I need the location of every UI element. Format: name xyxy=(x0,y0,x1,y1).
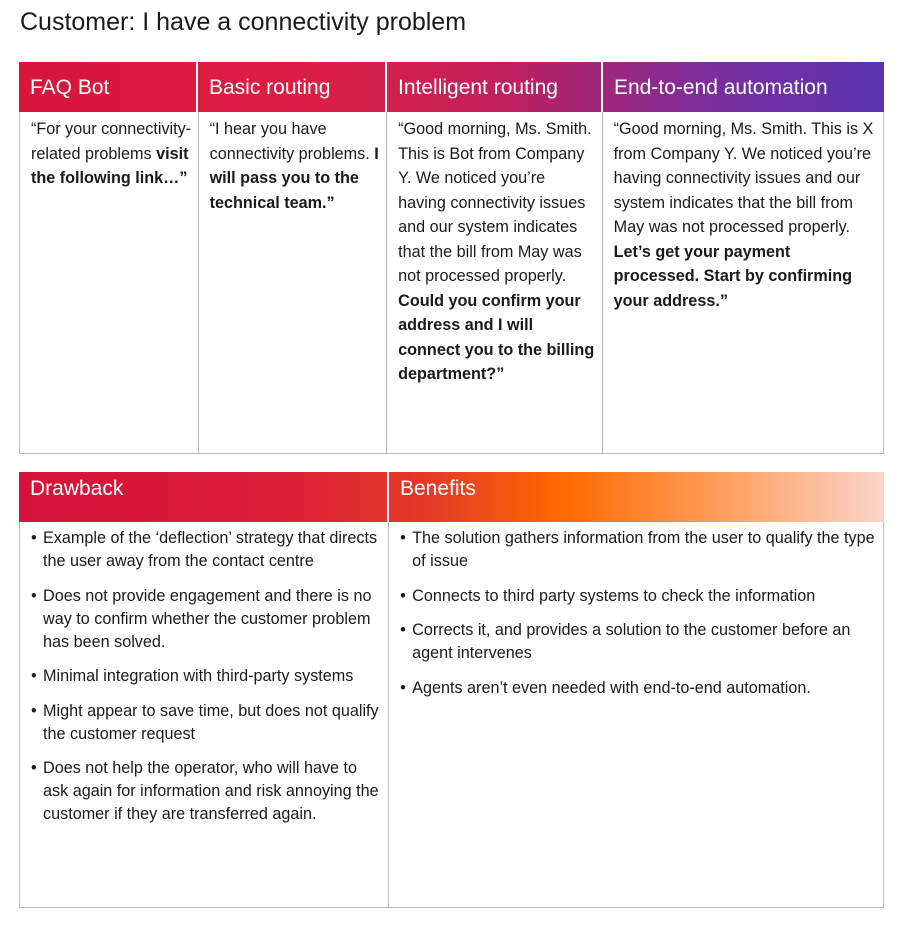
comparison-body-row xyxy=(19,522,884,908)
quote-bold-text: Let’s get your payment processed. Start by confirming your address.” xyxy=(613,242,853,310)
header-drawback: Drawback xyxy=(19,472,389,522)
benefits-cell xyxy=(389,522,883,907)
header-benefits: Benefits xyxy=(400,477,476,500)
benefit-item: • The solution gathers information from the user to qualify the type of issue xyxy=(400,527,877,573)
benefit-item: • Corrects it, and provides a solution to the customer before an agent intervenes xyxy=(400,619,877,665)
quote-plain-text: “Good morning, Ms. Smith. This is X from Company Y. We noticed you’re having connectivity issues and our system indicates that the bill from May was not processed properly. xyxy=(613,120,874,236)
drawback-item: • Does not provide engagement and there is no way to confirm whether the customer problem has been solved. xyxy=(31,585,382,654)
approaches-body-row xyxy=(19,112,884,454)
drawback-item: • Example of the ‘deflection’ strategy that directs the user away from the contact centre xyxy=(31,527,382,573)
comparison-table xyxy=(19,472,884,908)
basic-routing-quote xyxy=(199,112,388,453)
drawback-item: • Does not help the operator, who will have to ask again for information and risk annoying the customer if they are transferred again. xyxy=(31,757,382,826)
page-title: Customer: I have a connectivity problem xyxy=(20,8,467,36)
benefit-item: • Connects to third party systems to check the information xyxy=(400,585,877,608)
quote-plain-text: “I hear you have connectivity problems. xyxy=(209,120,375,163)
drawback-item: • Might appear to save time, but does not qualify the customer request xyxy=(31,700,382,746)
quote-plain-text: “For your connectivity-related problems xyxy=(31,120,192,163)
quote-plain-text: “Good morning, Ms. Smith. This is Bot from Company Y. We noticed you’re having connectivity issues and our system indicates that the bill from May was not processed properly. xyxy=(398,120,592,285)
intelligent-routing-quote xyxy=(387,112,603,453)
drawbacks-list xyxy=(31,527,382,826)
approaches-header-row xyxy=(19,62,884,112)
benefit-item: • Agents aren’t even needed with end-to-end automation. xyxy=(400,677,877,700)
comparison-header-row xyxy=(19,472,884,522)
quote-bold-text: visit the following link…” xyxy=(31,144,189,187)
end-to-end-automation-quote xyxy=(603,112,883,453)
header-end-to-end-automation: End-to-end automation xyxy=(614,76,828,99)
quote-bold-text: I will pass you to the technical team.” xyxy=(209,144,379,212)
header-faq-bot: FAQ Bot xyxy=(19,62,198,112)
approaches-table xyxy=(19,62,884,454)
benefits-list xyxy=(400,527,877,700)
header-basic-routing: Basic routing xyxy=(198,62,387,112)
drawbacks-cell xyxy=(20,522,389,907)
quote-bold-text: Could you confirm your address and I will connect you to the billing department?” xyxy=(398,291,595,383)
header-intelligent-routing: Intelligent routing xyxy=(387,62,603,112)
drawback-item: • Minimal integration with third-party systems xyxy=(31,665,382,688)
faq-bot-quote xyxy=(20,112,199,453)
